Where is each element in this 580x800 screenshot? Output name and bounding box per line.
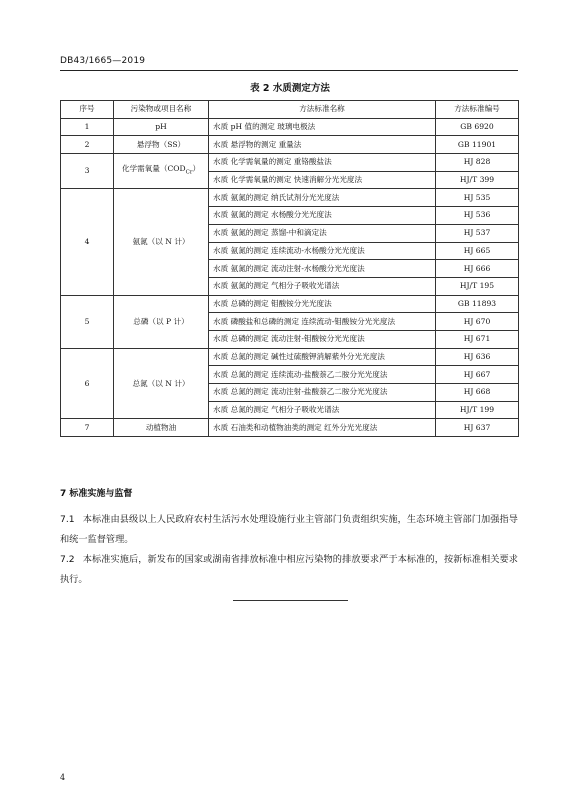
- water-quality-methods-table: [60, 100, 519, 437]
- item-text: 总磷（以 P 计）: [133, 316, 189, 326]
- table-title: 表 2 水质测定方法: [250, 83, 330, 94]
- cell-method-name: 水质 磷酸盐和总磷的测定 连续流动-钼酸铵分光光度法: [209, 313, 436, 331]
- cell-method-code: HJ 637: [436, 419, 519, 437]
- item-text: 悬浮物（SS）: [136, 139, 186, 149]
- cell-method-name: 水质 氨氮的测定 蒸馏-中和滴定法: [209, 224, 436, 242]
- paragraph-number: 7.2: [60, 554, 75, 565]
- item-text: pH: [155, 122, 167, 132]
- header-divider: [60, 70, 518, 71]
- cell-method-name: 水质 总磷的测定 流动注射-钼酸铵分光光度法: [209, 330, 436, 348]
- cell-pollutant-item: [114, 154, 209, 189]
- cell-method-name: 水质 化学需氧量的测定 重铬酸盐法: [209, 154, 436, 172]
- paragraph-text: 本标准由县级以上人民政府农村生活污水处理设施行业主管部门负责组织实施，生态环境主管部门加强指导和统一监督管理。: [60, 514, 518, 545]
- cell-method-name: 水质 氨氮的测定 连续流动-水杨酸分光光度法: [209, 242, 436, 260]
- item-text: 氨氮（以 N 计）: [132, 237, 190, 246]
- cell-method-code: HJ 535: [436, 189, 519, 207]
- table-row: [61, 189, 519, 207]
- paragraph-7-1: [60, 510, 518, 550]
- cell-method-code: HJ/T 399: [436, 171, 519, 189]
- cell-method-name: 水质 石油类和动植物油类的测定 红外分光光度法: [209, 419, 436, 437]
- item-text: 动植物油: [145, 422, 177, 432]
- cell-pollutant-item: [114, 295, 209, 348]
- cell-method-name: 水质 总磷的测定 钼酸铵分光光度法: [209, 295, 436, 313]
- cell-pollutant-item: [114, 136, 209, 154]
- cell-method-name: 水质 pH 值的测定 玻璃电极法: [209, 118, 436, 136]
- table-row: [61, 118, 519, 136]
- cell-method-name: 水质 氨氮的测定 纳氏试剂分光光度法: [209, 189, 436, 207]
- column-header-method-code: 方法标准编号: [436, 101, 519, 119]
- paragraph-text: 本标准实施后，新发布的国家或湖南省排放标准中相应污染物的排放要求严于本标准的，按新标准相关要求执行。: [60, 554, 518, 585]
- cell-method-code: HJ 666: [436, 260, 519, 278]
- cell-no: 6: [61, 348, 114, 419]
- cell-method-name: 水质 氨氮的测定 气相分子吸收光谱法: [209, 277, 436, 295]
- cell-method-code: HJ 670: [436, 313, 519, 331]
- item-suffix: ）: [192, 164, 201, 174]
- cell-no: 7: [61, 419, 114, 437]
- paragraph-7-2: [60, 550, 518, 590]
- cell-no: 1: [61, 118, 114, 136]
- table-row: [61, 348, 519, 366]
- cell-method-code: GB 11901: [436, 136, 519, 154]
- cell-pollutant-item: [114, 118, 209, 136]
- cell-method-code: HJ 537: [436, 224, 519, 242]
- cell-method-code: GB 11893: [436, 295, 519, 313]
- cell-method-code: HJ 636: [436, 348, 519, 366]
- table-row: [61, 154, 519, 172]
- cell-no: 3: [61, 154, 114, 189]
- cell-method-name: 水质 总氮的测定 流动注射-盐酸萘乙二胺分光光度法: [209, 384, 436, 402]
- item-text: 总氮（以 N 计）: [132, 378, 190, 388]
- column-header-method-name: 方法标准名称: [209, 101, 436, 119]
- item-subscript: Cr: [185, 170, 193, 176]
- cell-method-name: 水质 氨氮的测定 水杨酸分光光度法: [209, 207, 436, 225]
- cell-no: 5: [61, 295, 114, 348]
- table-row: [61, 136, 519, 154]
- cell-method-code: HJ 665: [436, 242, 519, 260]
- cell-method-name: 水质 总氮的测定 连续流动-盐酸萘乙二胺分光光度法: [209, 366, 436, 384]
- cell-no: 4: [61, 189, 114, 295]
- cell-method-code: HJ/T 195: [436, 277, 519, 295]
- cell-method-code: GB 6920: [436, 118, 519, 136]
- end-of-text-line: [233, 600, 348, 601]
- cell-method-code: HJ 668: [436, 384, 519, 402]
- item-text: 化学需氧量（COD: [121, 164, 186, 174]
- cell-pollutant-item: [114, 419, 209, 437]
- cell-method-name: 水质 化学需氧量的测定 快速消解分光光度法: [209, 171, 436, 189]
- cell-method-name: 水质 悬浮物的测定 重量法: [209, 136, 436, 154]
- table-header-row: [61, 101, 519, 119]
- cell-method-code: HJ 536: [436, 207, 519, 225]
- cell-method-name: 水质 氨氮的测定 流动注射-水杨酸分光光度法: [209, 260, 436, 278]
- cell-no: 2: [61, 136, 114, 154]
- paragraph-number: 7.1: [60, 514, 75, 525]
- table-body: [61, 118, 519, 436]
- cell-method-code: HJ 671: [436, 330, 519, 348]
- page-number: 4: [60, 773, 66, 782]
- column-header-no: 序号: [61, 101, 114, 119]
- cell-method-name: 水质 总氮的测定 气相分子吸收光谱法: [209, 401, 436, 419]
- cell-method-code: HJ 667: [436, 366, 519, 384]
- section-title: 7 标准实施与监督: [60, 489, 133, 499]
- table-row: [61, 419, 519, 437]
- cell-method-code: HJ 828: [436, 154, 519, 172]
- standard-code: DB43/1665—2019: [60, 56, 146, 66]
- table-row: [61, 295, 519, 313]
- cell-pollutant-item: [114, 348, 209, 419]
- cell-pollutant-item: [114, 189, 209, 295]
- cell-method-name: 水质 总氮的测定 碱性过硫酸钾消解紫外分光光度法: [209, 348, 436, 366]
- cell-method-code: HJ/T 199: [436, 401, 519, 419]
- column-header-item: 污染物或项目名称: [114, 101, 209, 119]
